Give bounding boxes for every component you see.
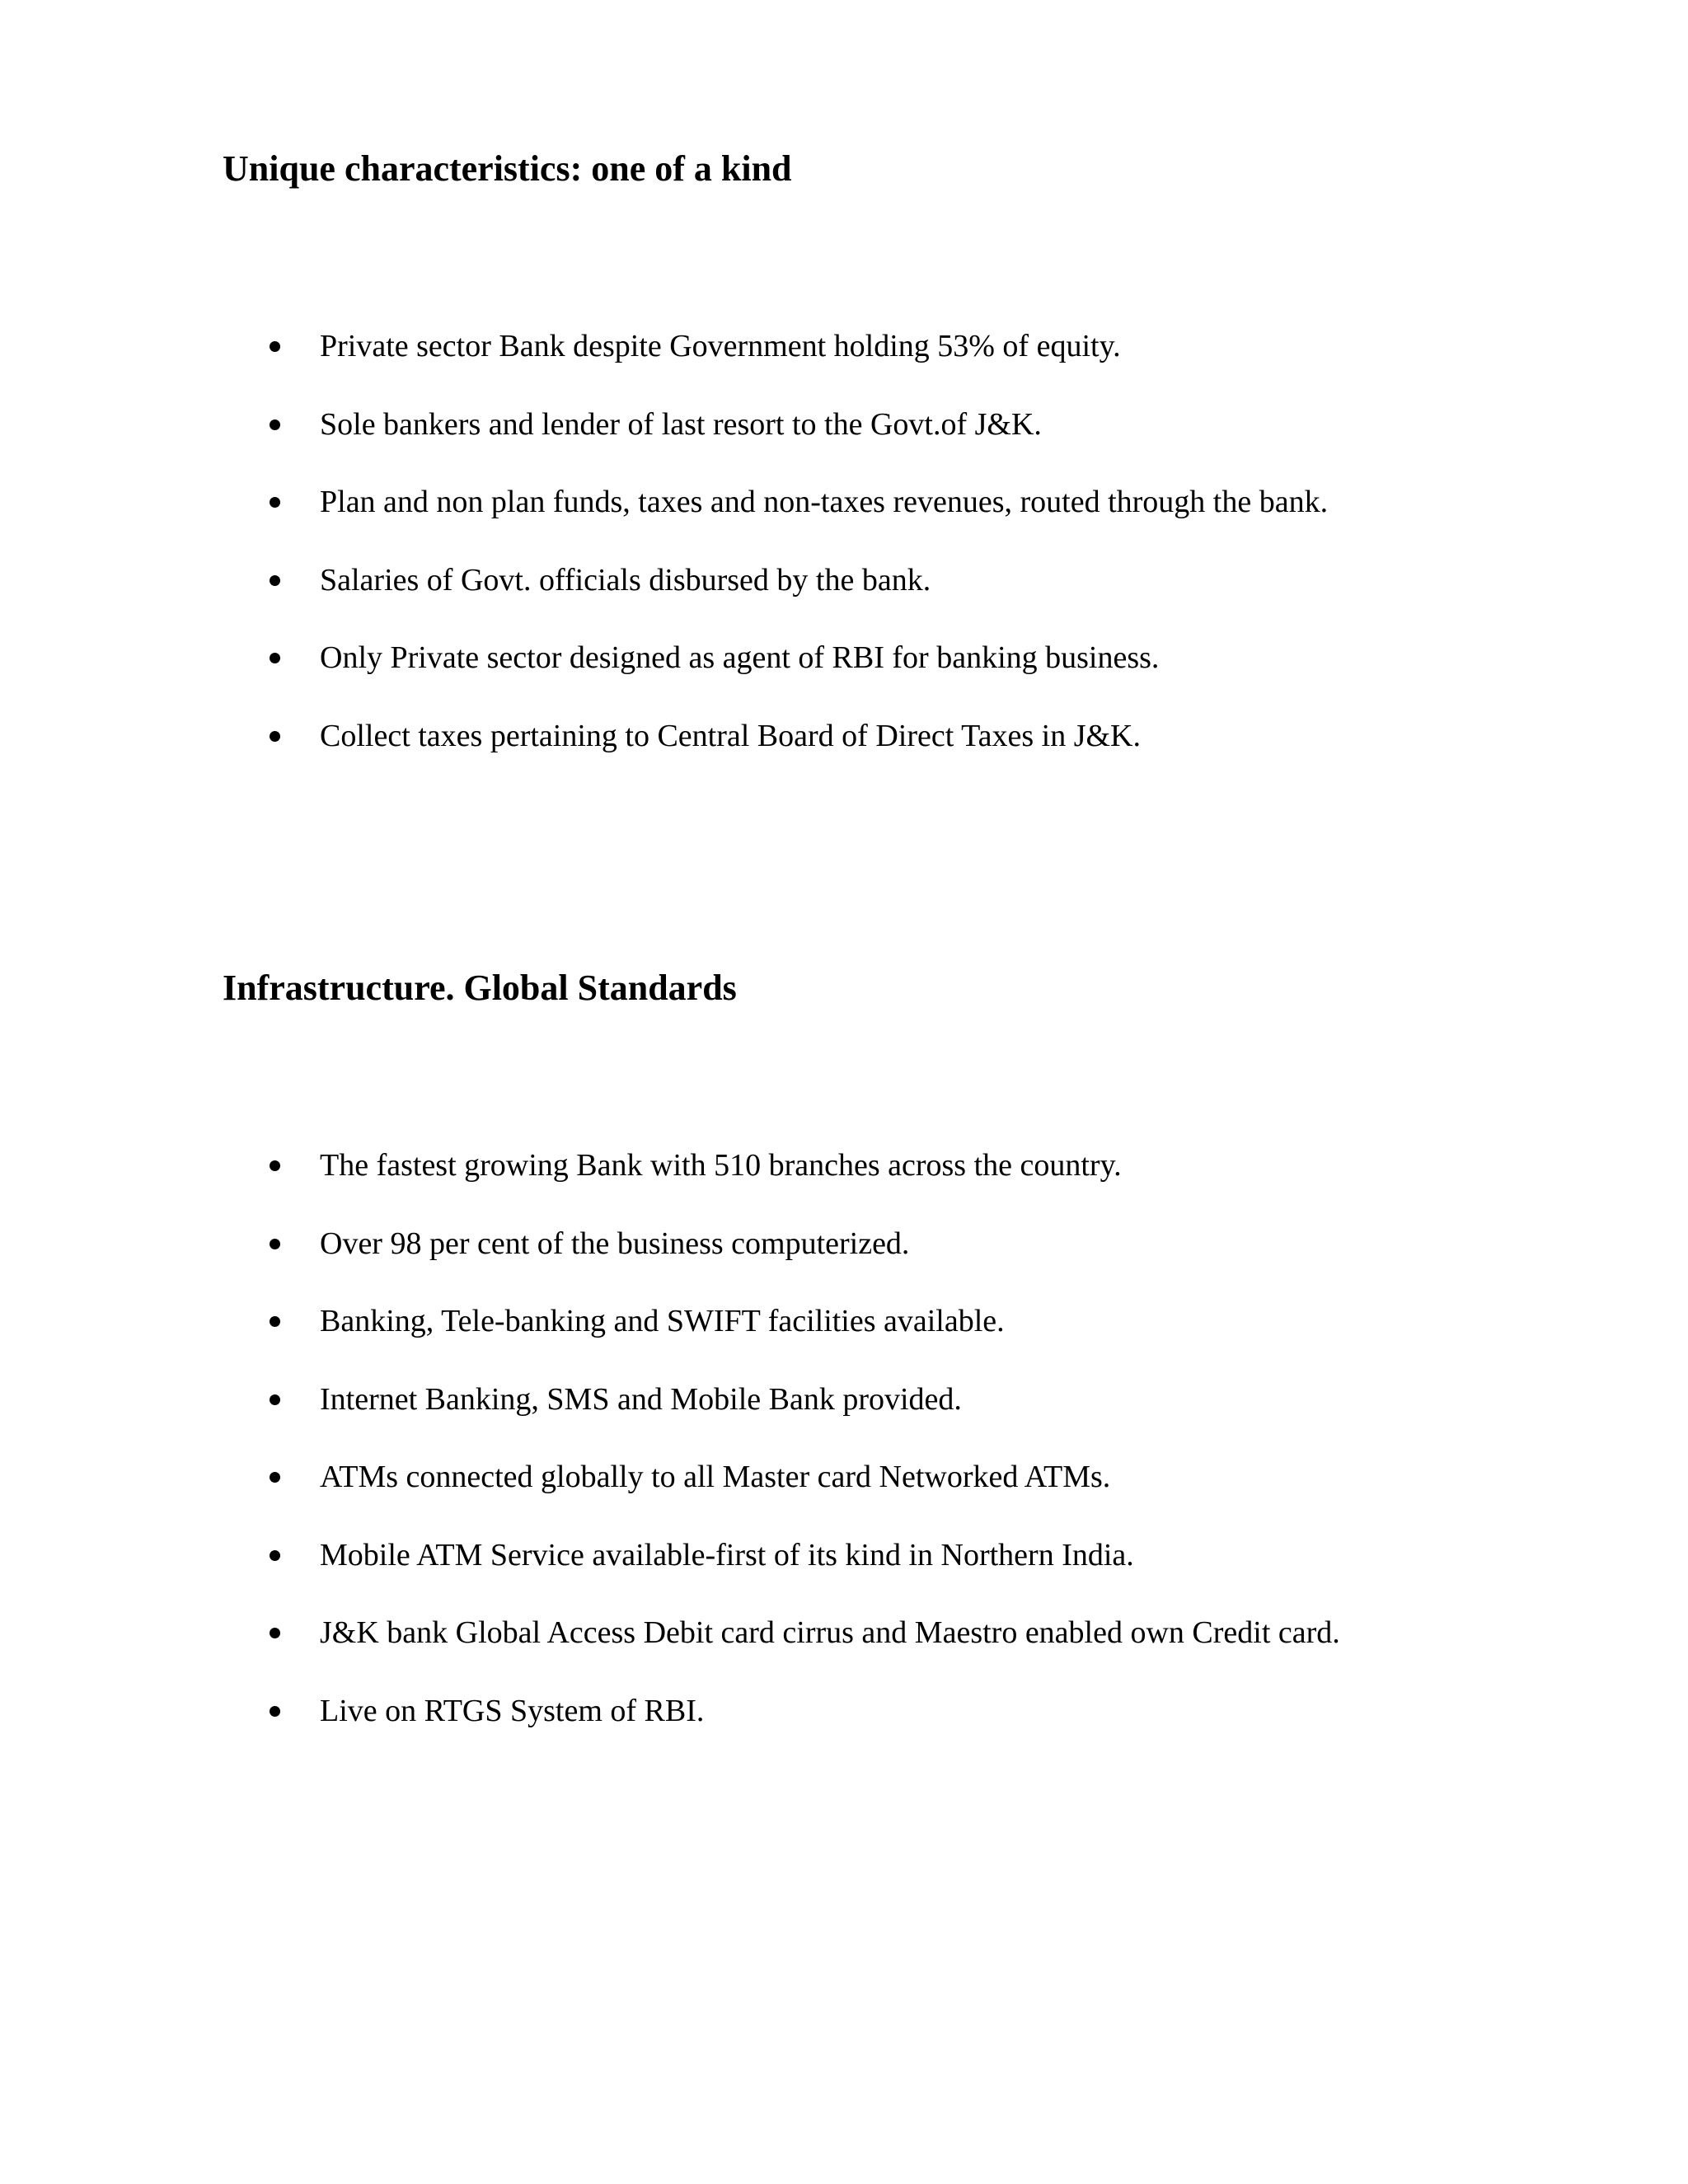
list-item-text: Private sector Bank despite Government holding 53% of equity.	[320, 329, 1121, 363]
bullet-icon	[270, 497, 280, 508]
bullet-icon	[270, 341, 280, 352]
bullet-icon	[270, 1706, 280, 1717]
section-heading-unique-characteristics: Unique characteristics: one of a kind	[223, 148, 792, 189]
bullet-icon	[270, 1316, 280, 1327]
section-heading-infrastructure: Infrastructure. Global Standards	[223, 968, 737, 1008]
list-item-text: Over 98 per cent of the business computerized.	[320, 1226, 910, 1261]
list-item-text: Salaries of Govt. officials disbursed by the bank.	[320, 562, 931, 598]
list-item-text: Sole bankers and lender of last resort to the Govt.of J&K.	[320, 406, 1042, 442]
bullet-icon	[270, 653, 280, 663]
bullet-icon	[270, 1472, 280, 1483]
bullet-icon	[270, 1239, 280, 1249]
list-item-text: Collect taxes pertaining to Central Board of Direct Taxes in J&K.	[320, 718, 1141, 753]
bullet-icon	[270, 1550, 280, 1561]
bullet-icon	[270, 419, 280, 430]
bullet-icon	[270, 1160, 280, 1171]
list-item-text: The fastest growing Bank with 510 branches across the country.	[320, 1148, 1122, 1183]
list-item-text: Only Private sector designed as agent of RBI for banking business.	[320, 640, 1160, 675]
list-item-text: J&K bank Global Access Debit card cirrus and Maestro enabled own Credit card.	[320, 1615, 1340, 1650]
list-item-text: Internet Banking, SMS and Mobile Bank provided.	[320, 1381, 962, 1417]
list-item-text: Live on RTGS System of RBI.	[320, 1693, 705, 1728]
list-item-text: Plan and non plan funds, taxes and non-taxes revenues, routed through the bank.	[320, 485, 1329, 519]
bullet-icon	[270, 1628, 280, 1638]
bullet-icon	[270, 575, 280, 586]
list-item-text: Banking, Tele-banking and SWIFT facilities available.	[320, 1304, 1005, 1338]
bullet-icon	[270, 1394, 280, 1405]
list-item-text: ATMs connected globally to all Master card Networked ATMs.	[320, 1460, 1111, 1494]
bullet-icon	[270, 731, 280, 742]
list-item-text: Mobile ATM Service available-first of its kind in Northern India.	[320, 1537, 1134, 1572]
